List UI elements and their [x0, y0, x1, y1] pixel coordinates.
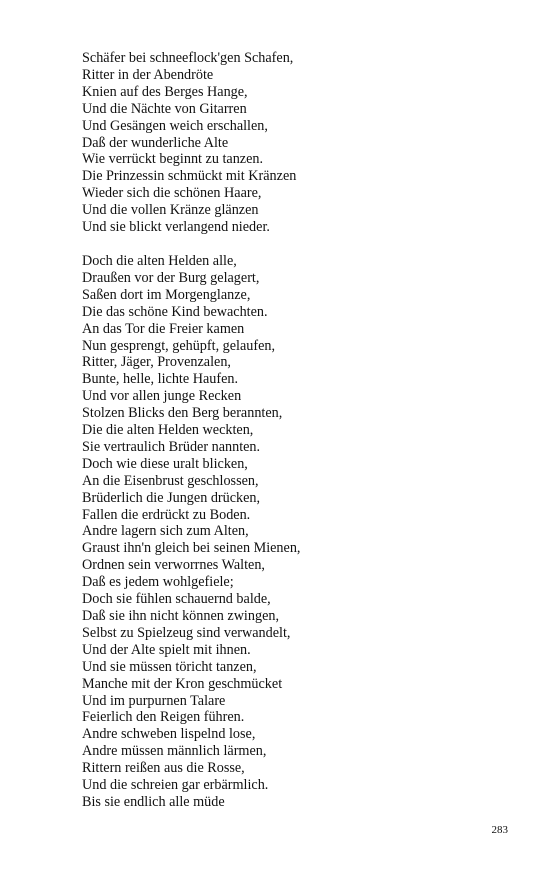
- poem-line: Fallen die erdrückt zu Boden.: [82, 506, 251, 523]
- poem-line: Andre müssen männlich lärmen,: [82, 743, 267, 760]
- poem-line: Selbst zu Spielzeug sind verwandelt,: [82, 624, 291, 641]
- poem-line: Die das schöne Kind bewachten.: [82, 303, 268, 320]
- poem-line: Doch wie diese uralt blicken,: [82, 455, 248, 472]
- poem-line: Und vor allen junge Recken: [82, 388, 242, 405]
- page-number: 283: [491, 824, 508, 836]
- poem-line: An das Tor die Freier kamen: [82, 320, 245, 337]
- poem-line: Bis sie endlich alle müde: [82, 793, 225, 810]
- poem-line: Bunte, helle, lichte Haufen.: [82, 371, 239, 388]
- poem-line: Nun gesprengt, gehüpft, gelaufen,: [82, 337, 276, 354]
- poem-line: Die Prinzessin schmückt mit Kränzen: [82, 168, 297, 185]
- poem-line: Daß sie ihn nicht können zwingen,: [82, 608, 280, 624]
- stanza-1: [82, 50, 522, 236]
- poem-line: Draußen vor der Burg gelagert,: [82, 269, 260, 286]
- poem-line: Ritter in der Abendröte: [82, 66, 214, 83]
- stanza-2: [82, 253, 522, 811]
- poem-line: Saßen dort im Morgenglanze,: [82, 286, 251, 303]
- poem-line: Andre schweben lispelnd lose,: [82, 726, 256, 743]
- poem-line: Schäfer bei schneeflock'gen Schafen,: [82, 50, 294, 66]
- poem-text: [82, 50, 522, 811]
- poem-line: Ordnen sein verworrnes Walten,: [82, 557, 265, 574]
- poem-line: Doch sie fühlen schauernd balde,: [82, 591, 271, 608]
- poem-line: Daß der wunderliche Alte: [82, 134, 229, 151]
- poem-line: Rittern reißen aus die Rosse,: [82, 760, 245, 777]
- poem-line: Und sie blickt verlangend nieder.: [82, 219, 270, 236]
- poem-line: Und Gesängen weich erschallen,: [82, 117, 268, 134]
- poem-line: Andre lagern sich zum Alten,: [82, 523, 249, 540]
- poem-line: Ritter, Jäger, Provenzalen,: [82, 354, 231, 371]
- poem-line: Knien auf des Berges Hange,: [82, 83, 248, 100]
- poem-line: Und im purpurnen Talare: [82, 692, 226, 709]
- poem-line: Und der Alte spielt mit ihnen.: [82, 641, 251, 658]
- poem-line: Graust ihn'n gleich bei seinen Mienen,: [82, 540, 301, 557]
- poem-line: Wie verrückt beginnt zu tanzen.: [82, 151, 264, 168]
- poem-line: An die Eisenbrust geschlossen,: [82, 472, 259, 489]
- poem-line: Und die Nächte von Gitarren: [82, 100, 247, 117]
- poem-line: Die die alten Helden weckten,: [82, 422, 254, 439]
- poem-line: Brüderlich die Jungen drücken,: [82, 489, 261, 506]
- poem-line: Feierlich den Reigen führen.: [82, 709, 245, 726]
- poem-line: Und die vollen Kränze glänzen: [82, 202, 259, 219]
- poem-line: Doch die alten Helden alle,: [82, 252, 237, 269]
- poem-line: Daß es jedem wohlgefiele;: [82, 574, 234, 591]
- poem-line: Manche mit der Kron geschmücket: [82, 675, 283, 692]
- poem-line: Sie vertraulich Brüder nannten.: [82, 438, 261, 455]
- poem-line: Und sie müssen töricht tanzen,: [82, 658, 257, 675]
- poem-line: Stolzen Blicks den Berg berannten,: [82, 405, 283, 422]
- poem-line: Und die schreien gar erbärmlich.: [82, 777, 269, 794]
- poem-line: Wieder sich die schönen Haare,: [82, 185, 262, 202]
